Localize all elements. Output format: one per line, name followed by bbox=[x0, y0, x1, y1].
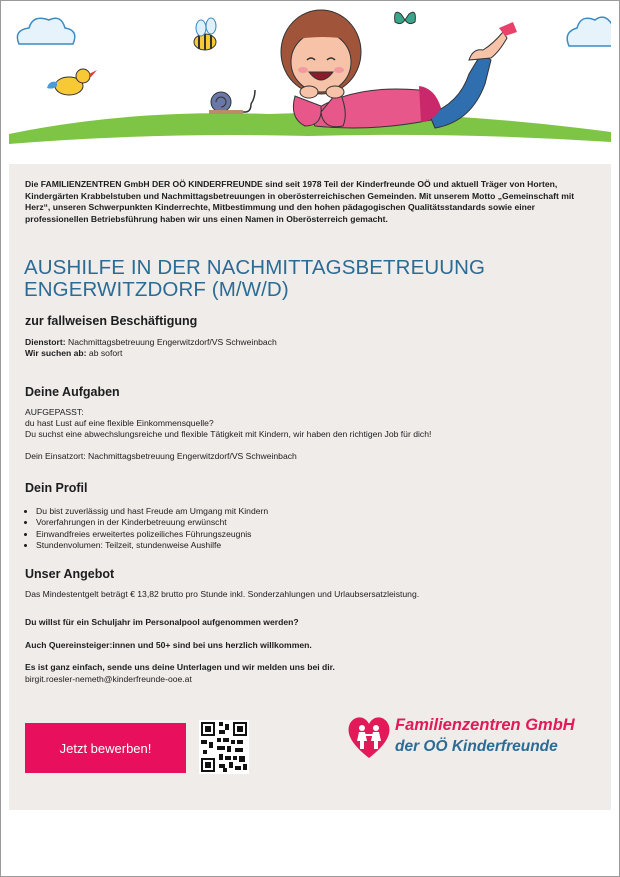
qr-code-icon bbox=[199, 720, 249, 774]
hero-illustration bbox=[9, 4, 611, 164]
cloud-icon bbox=[17, 18, 74, 44]
profile-heading: Dein Profil bbox=[25, 481, 88, 495]
location-value: Nachmittagsbetreuung Engerwitzdorf/VS Schweinbach bbox=[67, 337, 277, 347]
offer-pool: Du willst für ein Schuljahr im Personalpool aufgenommen werden? bbox=[25, 617, 299, 627]
job-title-line-1: AUSHILFE IN DER NACHMITTAGSBETREUUNG bbox=[24, 256, 486, 279]
apply-button[interactable]: Jetzt bewerben! bbox=[25, 723, 186, 773]
location-label: Dienstort: bbox=[25, 337, 66, 347]
list-item: • Vorerfahrungen in der Kinderbetreuung erwünscht bbox=[36, 517, 268, 528]
job-title-line-2: ENGERWITZDORF (M/W/D) bbox=[24, 278, 289, 301]
job-ad bbox=[9, 4, 611, 810]
bird-icon bbox=[47, 69, 97, 95]
logo-sub: der OÖ Kinderfreunde bbox=[395, 738, 558, 755]
company-logo bbox=[347, 712, 592, 762]
heart-kids-logo-icon bbox=[347, 714, 391, 760]
offer-apply-text: Es ist ganz einfach, sende uns deine Unterlagen und wir melden uns bei dir. bbox=[25, 662, 335, 672]
list-item: • Stundenvolumen: Teilzeit, stundenweise Aushilfe bbox=[36, 540, 268, 551]
girl-illustration bbox=[9, 4, 611, 164]
tasks-place: Dein Einsatzort: Nachmittagsbetreuung Engerwitzdorf/VS Schweinbach bbox=[25, 451, 297, 461]
butterfly-icon bbox=[395, 12, 416, 23]
tasks-line: Du suchst eine abwechslungsreiche und flexible Tätigkeit mit Kindern, wir haben den richtigen Job für dich! bbox=[25, 429, 432, 440]
start-value: ab sofort bbox=[88, 348, 123, 359]
bee-icon bbox=[194, 18, 216, 50]
snail-icon bbox=[209, 90, 255, 112]
tasks-line: du hast Lust auf eine flexible Einkommensquelle? bbox=[25, 418, 214, 429]
cloud-icon bbox=[567, 17, 611, 46]
offer-career-changers: Auch Quereinsteiger:innen und 50+ sind bei uns herzlich willkommen. bbox=[25, 640, 312, 650]
logo-name: Familienzentren GmbH bbox=[395, 716, 575, 734]
tasks-line: AUFGEPASST: bbox=[25, 407, 84, 417]
qr-code[interactable] bbox=[199, 720, 249, 774]
intro-text: Die FAMILIENZENTREN GmbH DER OÖ KINDERFREUNDE sind seit 1978 Teil der Kinderfreunde OÖ und aktuell Träger von Horten, Kindergärten Krabbelstuben und Nachmittagsbetreuungen in oberösterreichischen Gemeinden. Mit unserem Motto „Gemeinschaft mit Herz“, unseren Schwerpunkten Kinderrechte, Mitbestimmung und den hohen pädagogischen Qualitätsstandards sowie einer professionellen Betriebsführung haben wir uns einen Namen in Oberösterreich gemacht. bbox=[25, 179, 575, 224]
offer-salary: Das Mindestentgelt beträgt € 13,82 brutto pro Stunde inkl. Sonderzahlungen und Urlaubsersatzleistung. bbox=[25, 589, 420, 599]
start-label: Wir suchen ab: bbox=[25, 348, 87, 359]
profile-list bbox=[25, 506, 268, 552]
contact-email[interactable]: birgit.roesler-nemeth@kinderfreunde-ooe.at bbox=[25, 674, 192, 684]
tasks-heading: Deine Aufgaben bbox=[25, 385, 120, 399]
job-meta bbox=[25, 337, 277, 359]
job-title bbox=[24, 257, 599, 301]
tasks-text bbox=[25, 407, 431, 441]
job-subtitle: zur fallweisen Beschäftigung bbox=[25, 314, 198, 328]
list-item: • Du bist zuverlässig und hast Freude am Umgang mit Kindern bbox=[36, 506, 268, 517]
offer-heading: Unser Angebot bbox=[25, 567, 115, 581]
list-item: • Einwandfreies erweitertes polizeiliches Führungszeugnis bbox=[36, 529, 268, 540]
